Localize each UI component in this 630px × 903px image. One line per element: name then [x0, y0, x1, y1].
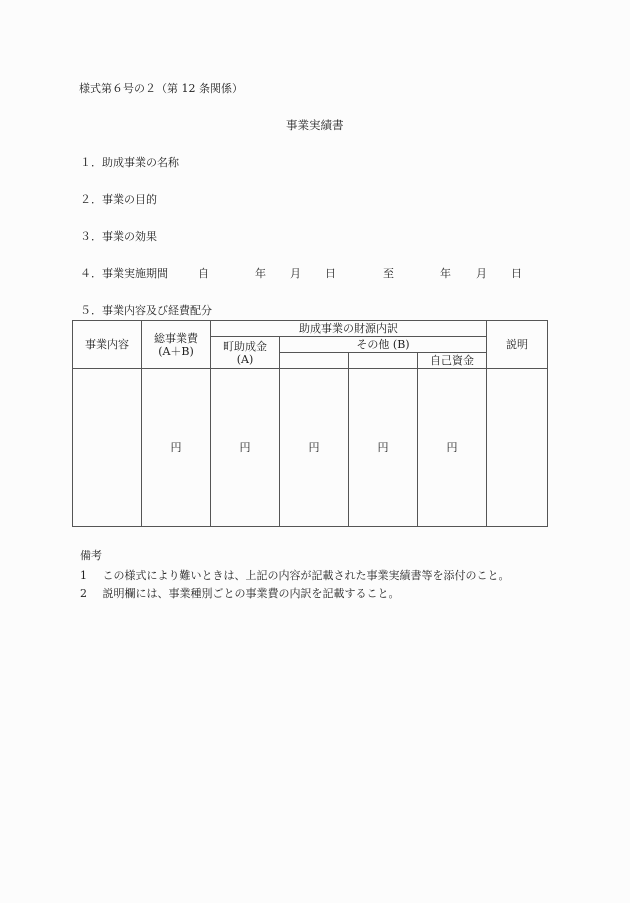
header-total-cost-line1: 総事業費: [154, 331, 198, 345]
header-total-cost: [142, 321, 211, 369]
period-to-label: 至: [383, 267, 394, 280]
note-item-1: [80, 569, 510, 582]
yen-unit: 円: [446, 441, 458, 454]
header-town-grant: [211, 337, 280, 369]
header-other: その他 (B): [280, 337, 487, 353]
header-funding-breakdown: 助成事業の財源内訳: [211, 321, 487, 337]
cell-total-cost[interactable]: [142, 369, 211, 527]
table-row: [73, 369, 548, 527]
period-from-day-label: 日: [325, 267, 336, 280]
yen-unit: 円: [239, 441, 251, 454]
yen-unit: 円: [170, 441, 182, 454]
note-item-2: [80, 587, 400, 600]
yen-unit: 円: [308, 441, 320, 454]
section-2-label: ２．事業の目的: [80, 193, 157, 206]
page-title: 事業実績書: [286, 118, 344, 132]
section-5-label: ５．事業内容及び経費配分: [80, 304, 212, 317]
form-number: 様式第６号の２（第 12 条関係）: [79, 82, 243, 95]
header-town-grant-line2: (A): [236, 352, 254, 366]
section-1-label: １．助成事業の名称: [80, 156, 179, 169]
header-total-cost-line2: (A＋B): [158, 344, 194, 358]
notes-heading: 備考: [80, 549, 102, 562]
cell-other-1[interactable]: [280, 369, 349, 527]
period-from-year-label: 年: [255, 267, 266, 280]
header-content: 事業内容: [73, 321, 142, 369]
yen-unit: 円: [377, 441, 389, 454]
note-number: 1: [80, 569, 87, 582]
implementation-period: [0, 267, 630, 281]
header-other-sub1: [280, 353, 349, 369]
note-number: 2: [80, 587, 87, 600]
cell-content[interactable]: [73, 369, 142, 527]
header-other-sub2: [349, 353, 418, 369]
cell-town-grant[interactable]: [211, 369, 280, 527]
period-from-label: 自: [198, 267, 209, 280]
note-text: この様式により難いときは、上記の内容が記載された事業実績書等を添付のこと。: [102, 569, 510, 582]
cell-explanation[interactable]: [487, 369, 548, 527]
period-to-day-label: 日: [511, 267, 522, 280]
period-to-year-label: 年: [440, 267, 451, 280]
section-3-label: ３．事業の効果: [80, 230, 157, 243]
period-to-month-label: 月: [476, 267, 487, 280]
header-explanation: 説明: [487, 321, 548, 369]
header-town-grant-line1: 町助成金: [223, 339, 267, 353]
header-own-funds: 自己資金: [418, 353, 487, 369]
section-4-label: ４．事業実施期間: [80, 267, 168, 280]
expense-allocation-table: [72, 320, 548, 527]
cell-own-funds[interactable]: [418, 369, 487, 527]
period-from-month-label: 月: [290, 267, 301, 280]
note-text: 説明欄には、事業種別ごとの事業費の内訳を記載すること。: [102, 587, 400, 600]
cell-other-2[interactable]: [349, 369, 418, 527]
